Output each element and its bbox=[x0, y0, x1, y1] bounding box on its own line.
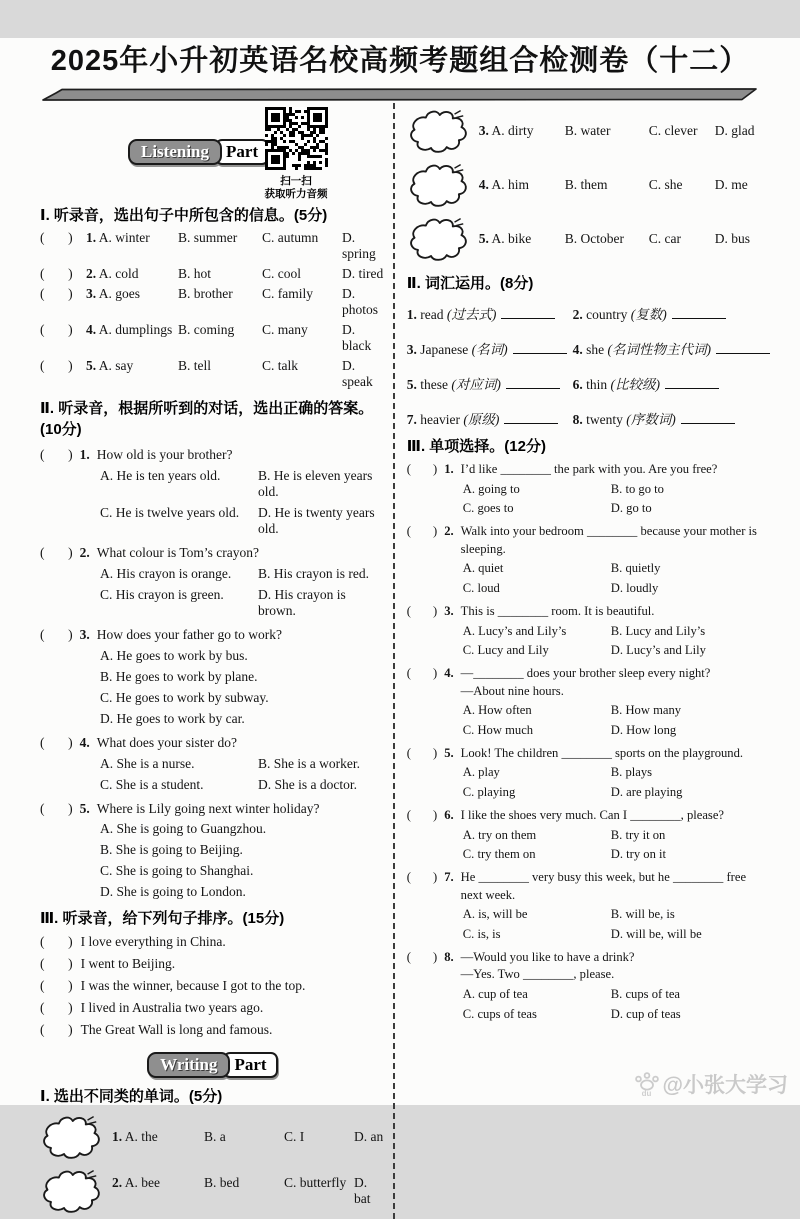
question-text: What colour is Tom’s crayon? bbox=[96, 544, 260, 560]
option: B. a bbox=[204, 1129, 226, 1145]
answer-bracket: ( ) bbox=[40, 978, 73, 994]
option-a: A. bee bbox=[124, 1175, 160, 1191]
listening-part-header bbox=[40, 111, 385, 201]
option: B. summer bbox=[178, 230, 238, 245]
option: C. cups of teas bbox=[462, 1006, 537, 1021]
listening-part-badge bbox=[128, 139, 269, 165]
vocab-word: thin bbox=[586, 377, 608, 392]
item-number: 6. bbox=[572, 377, 583, 392]
watermark-sub: du bbox=[641, 1088, 652, 1098]
option: B. He goes to work by plane. bbox=[100, 668, 258, 684]
question-number: 4. bbox=[86, 322, 97, 337]
qr-caption-1: 扫一扫 bbox=[280, 175, 312, 187]
badge-writing-label: Writing bbox=[147, 1052, 230, 1078]
option: D. speak bbox=[342, 358, 373, 389]
question-text: Where is Lily going next winter holiday? bbox=[96, 800, 320, 816]
question-number: 1. bbox=[112, 1129, 123, 1145]
option: C. is, is bbox=[462, 926, 501, 941]
question-text: Walk into your bedroom ________ because your mother is sleeping. bbox=[460, 524, 757, 556]
option bbox=[86, 358, 178, 374]
option-a: A. dumplings bbox=[98, 322, 173, 337]
options-list bbox=[463, 987, 770, 1022]
option: A. play bbox=[462, 765, 500, 780]
choice-question bbox=[407, 461, 770, 516]
question-number: 1. bbox=[444, 462, 454, 476]
listening-s2-question bbox=[40, 734, 385, 793]
option: B. water bbox=[564, 123, 611, 138]
option: D. spring bbox=[342, 230, 376, 261]
option: C. many bbox=[262, 322, 308, 337]
options-list bbox=[463, 624, 770, 659]
vocab-word: twenty bbox=[586, 412, 623, 427]
vocab-item bbox=[407, 303, 567, 323]
vocab-hint: (过去式) bbox=[446, 307, 497, 322]
left-column bbox=[40, 103, 393, 1219]
listening-s1-item bbox=[40, 322, 385, 354]
option bbox=[479, 231, 565, 247]
option: B. tell bbox=[178, 358, 211, 373]
option: C. How much bbox=[462, 722, 534, 737]
item-number: 3. bbox=[406, 342, 417, 357]
option: C. cool bbox=[262, 266, 301, 281]
option: D. Lucy’s and Lily bbox=[610, 643, 706, 657]
writing-s1-item bbox=[407, 159, 770, 211]
option: D. glad bbox=[714, 123, 755, 138]
question-number: 5. bbox=[444, 745, 454, 760]
option bbox=[86, 230, 178, 246]
answer-bracket: ( ) bbox=[406, 666, 438, 680]
question-number: 1. bbox=[86, 230, 97, 245]
option bbox=[112, 1129, 204, 1145]
answer-bracket: ( ) bbox=[40, 322, 73, 337]
question-text: —________ does your brother sleep every night? bbox=[460, 666, 711, 680]
options-list bbox=[100, 468, 385, 537]
option: B. hot bbox=[178, 266, 212, 281]
vocab-word: these bbox=[420, 377, 449, 392]
option: C. She is a student. bbox=[100, 776, 204, 792]
sentence-text: I love everything in China. bbox=[80, 934, 226, 950]
listening-s3-item bbox=[40, 934, 385, 950]
option: D. He is twenty years old. bbox=[258, 504, 375, 536]
option bbox=[86, 266, 178, 282]
option: C. loud bbox=[462, 580, 500, 595]
question-number: 3. bbox=[444, 603, 454, 618]
option: A. quiet bbox=[462, 561, 504, 576]
option: B. Lucy and Lily’s bbox=[610, 623, 706, 638]
answer-bracket: ( ) bbox=[406, 807, 438, 822]
option: D. bus bbox=[714, 231, 751, 246]
option: B. them bbox=[564, 177, 608, 192]
option: C. playing bbox=[462, 784, 516, 799]
cloud-icon bbox=[40, 1114, 102, 1161]
question-text: How does your father go to work? bbox=[96, 626, 282, 642]
cloud-icon bbox=[40, 1168, 102, 1215]
question-number: 4. bbox=[444, 666, 454, 680]
item-number: 4. bbox=[572, 342, 583, 357]
option: C. I bbox=[284, 1129, 305, 1145]
option: B. quietly bbox=[610, 561, 661, 576]
options-list bbox=[463, 828, 770, 863]
answer-bracket: ( ) bbox=[40, 934, 73, 950]
option-a: A. cold bbox=[98, 266, 139, 281]
listening-section3-items bbox=[40, 934, 385, 1038]
option: C. His crayon is green. bbox=[100, 586, 224, 602]
listening-section2-items bbox=[40, 446, 385, 900]
option: C. she bbox=[648, 177, 683, 192]
question-number: 5. bbox=[86, 358, 97, 373]
answer-blank bbox=[506, 377, 560, 389]
answer-bracket: ( ) bbox=[406, 462, 438, 476]
option: A. How often bbox=[462, 703, 532, 718]
question-text: I like the shoes very much. Can I ________, please? bbox=[460, 807, 725, 822]
option: C. try them on bbox=[462, 847, 536, 861]
vocab-word: she bbox=[586, 342, 605, 357]
watermark bbox=[634, 1069, 788, 1099]
answer-blank bbox=[665, 377, 719, 389]
question-number: 3. bbox=[79, 626, 90, 642]
qr-code-icon bbox=[265, 107, 328, 170]
choice-question bbox=[407, 603, 770, 658]
writing-s1-item bbox=[40, 1165, 385, 1217]
writing-s1-item bbox=[407, 105, 770, 157]
answer-bracket: ( ) bbox=[40, 734, 73, 750]
option: B. cups of tea bbox=[610, 987, 681, 1001]
option: C. car bbox=[648, 231, 681, 246]
question-number: 2. bbox=[86, 266, 97, 281]
listening-s2-question bbox=[40, 544, 385, 619]
multiple-choice-items bbox=[407, 461, 770, 1022]
option: D. His crayon is brown. bbox=[258, 586, 346, 618]
option: B. She is a worker. bbox=[258, 755, 360, 771]
vocab-hint: (对应词) bbox=[451, 377, 501, 392]
vocab-item bbox=[407, 338, 567, 358]
option: D. loudly bbox=[610, 580, 659, 595]
listening-s3-item bbox=[40, 1022, 385, 1038]
badge-part-label: Part bbox=[215, 139, 269, 165]
question-number: 3. bbox=[86, 286, 97, 301]
answer-blank bbox=[672, 307, 726, 319]
choice-question bbox=[407, 869, 770, 942]
answer-bracket: ( ) bbox=[40, 956, 73, 972]
answer-bracket: ( ) bbox=[40, 800, 73, 816]
writing-part-header bbox=[40, 1052, 385, 1078]
cloud-icon bbox=[407, 108, 469, 155]
option: C. goes to bbox=[462, 501, 514, 516]
option: A. She is going to Guangzhou. bbox=[100, 821, 267, 837]
option-a: A. bike bbox=[491, 231, 532, 246]
writing-section1-items-right bbox=[407, 105, 770, 265]
vocab-item bbox=[407, 408, 567, 428]
writing-section3-heading: Ⅲ. 单项选择。(12分) bbox=[406, 438, 546, 455]
question-number: 4. bbox=[478, 177, 489, 192]
item-number: 5. bbox=[406, 377, 417, 392]
answer-bracket: ( ) bbox=[406, 603, 438, 618]
cloud-icon bbox=[407, 216, 469, 263]
option: D. She is going to London. bbox=[100, 884, 246, 900]
listening-s1-item bbox=[40, 286, 385, 318]
options-list bbox=[100, 648, 385, 727]
listening-s2-question bbox=[40, 626, 385, 727]
vocab-hint: (比较级) bbox=[610, 377, 661, 392]
watermark-text: @小张大学习 bbox=[662, 1074, 788, 1097]
question-text: I’d like ________ the park with you. Are you free? bbox=[460, 462, 718, 476]
option bbox=[86, 322, 178, 338]
option: D. an bbox=[354, 1129, 384, 1145]
option: D. me bbox=[714, 177, 748, 192]
option: A. cup of tea bbox=[462, 987, 528, 1001]
vocab-item bbox=[573, 408, 770, 428]
option bbox=[112, 1175, 204, 1191]
answer-bracket: ( ) bbox=[40, 266, 73, 281]
option-a: A. dirty bbox=[491, 123, 534, 138]
choice-question bbox=[407, 745, 770, 800]
answer-blank bbox=[501, 307, 555, 319]
option: B. He is eleven years old. bbox=[258, 467, 373, 499]
qr-caption-2: 获取听力音频 bbox=[264, 188, 328, 201]
answer-bracket: ( ) bbox=[40, 1022, 73, 1038]
question-number: 4. bbox=[79, 734, 90, 750]
vocab-hint: (名词性物主代词) bbox=[607, 342, 711, 357]
option: B. His crayon is red. bbox=[258, 565, 369, 581]
options-list bbox=[463, 765, 770, 800]
vocab-hint: (名词) bbox=[471, 342, 508, 357]
choice-question bbox=[407, 949, 770, 1022]
listening-s2-question bbox=[40, 800, 385, 901]
question-number: 1. bbox=[79, 447, 90, 462]
listening-s2-question bbox=[40, 446, 385, 537]
listening-section2-heading: Ⅱ. 听录音，根据所听到的对话，选出正确的答案。(10分) bbox=[40, 400, 374, 438]
listening-section1-items bbox=[40, 230, 385, 390]
answer-bracket: ( ) bbox=[406, 949, 438, 964]
option: A. His crayon is orange. bbox=[100, 565, 232, 581]
option: D. will be, will be bbox=[610, 926, 702, 941]
answer-bracket: ( ) bbox=[40, 358, 73, 373]
listening-s3-item bbox=[40, 1000, 385, 1016]
option: D. try on it bbox=[610, 847, 667, 861]
question-text: What does your sister do? bbox=[96, 734, 237, 750]
answer-bracket: ( ) bbox=[406, 524, 438, 539]
option: C. family bbox=[262, 286, 313, 301]
option: C. He is twelve years old. bbox=[100, 504, 240, 520]
listening-s1-item bbox=[40, 358, 385, 390]
question-text-line2: —Yes. Two ________, please. bbox=[460, 967, 615, 982]
vocab-item bbox=[573, 373, 770, 393]
writing-s1-item bbox=[407, 213, 770, 265]
option: C. She is going to Shanghai. bbox=[100, 863, 254, 879]
item-number: 8. bbox=[572, 412, 583, 427]
listening-s3-item bbox=[40, 978, 385, 994]
option: B. brother bbox=[178, 286, 233, 301]
options-list bbox=[100, 756, 385, 793]
question-number: 3. bbox=[478, 123, 489, 138]
answer-blank bbox=[681, 412, 735, 424]
option: B. try it on bbox=[610, 827, 666, 842]
answer-blank bbox=[513, 342, 567, 354]
vocab-hint: (复数) bbox=[630, 307, 667, 322]
option: C. butterfly bbox=[284, 1175, 347, 1191]
option-a: A. the bbox=[124, 1129, 158, 1145]
option bbox=[86, 286, 178, 302]
choice-question bbox=[407, 807, 770, 862]
sentence-text: I was the winner, because I got to the top. bbox=[80, 978, 306, 994]
option: D. How long bbox=[610, 722, 677, 737]
question-text: This is ________ room. It is beautiful. bbox=[460, 603, 655, 618]
question-text: He ________ very busy this week, but he ________ free next week. bbox=[460, 870, 747, 902]
question-text-line2: —About nine hours. bbox=[460, 683, 564, 698]
right-column bbox=[393, 103, 770, 1219]
writing-section2-heading: Ⅱ. 词汇运用。(8分) bbox=[406, 275, 534, 292]
vocabulary-items bbox=[407, 303, 770, 428]
vocab-word: heavier bbox=[420, 412, 460, 427]
options-list bbox=[100, 566, 385, 619]
option bbox=[479, 177, 565, 193]
options-list bbox=[100, 821, 385, 900]
choice-question bbox=[407, 665, 770, 738]
vocab-item bbox=[573, 303, 770, 323]
answer-blank bbox=[716, 342, 770, 354]
option: D. are playing bbox=[610, 784, 683, 799]
option: D. black bbox=[342, 322, 372, 353]
options-list bbox=[463, 561, 770, 596]
option: C. autumn bbox=[262, 230, 319, 245]
question-number: 2. bbox=[444, 524, 454, 539]
question-number: 5. bbox=[79, 800, 90, 816]
option: B. October bbox=[564, 231, 624, 246]
option: A. Lucy’s and Lily’s bbox=[462, 623, 567, 638]
question-text: Look! The children ________ sports on the playground. bbox=[460, 745, 744, 760]
cloud-icon bbox=[407, 162, 469, 209]
answer-bracket: ( ) bbox=[40, 1000, 73, 1016]
listening-section1-heading: Ⅰ. 听录音，选出句子中所包含的信息。(5分) bbox=[40, 207, 328, 224]
vocab-item bbox=[573, 338, 770, 358]
answer-blank bbox=[504, 412, 558, 424]
listening-s3-item bbox=[40, 956, 385, 972]
option: A. is, will be bbox=[462, 907, 528, 922]
option: A. going to bbox=[462, 481, 520, 496]
option: B. She is going to Beijing. bbox=[100, 842, 243, 858]
options-list bbox=[463, 907, 770, 942]
sentence-text: I lived in Australia two years ago. bbox=[80, 1000, 264, 1016]
vocab-word: country bbox=[586, 307, 628, 322]
option: B. plays bbox=[610, 765, 653, 780]
writing-section1-items-left bbox=[40, 1111, 385, 1217]
writing-s1-item bbox=[40, 1111, 385, 1163]
sentence-text: The Great Wall is long and famous. bbox=[80, 1022, 273, 1038]
option: B. will be, is bbox=[610, 907, 675, 922]
option: D. bat bbox=[354, 1175, 371, 1207]
option: C. talk bbox=[262, 358, 298, 373]
badge-listening-label: Listening bbox=[128, 139, 222, 165]
question-text: How old is your brother? bbox=[96, 447, 233, 462]
question-number: 6. bbox=[444, 807, 454, 822]
question-number: 5. bbox=[478, 231, 489, 246]
choice-question bbox=[407, 523, 770, 596]
option: A. He is ten years old. bbox=[100, 467, 221, 483]
question-number: 8. bbox=[444, 949, 454, 964]
listening-audio-qr bbox=[254, 107, 338, 201]
question-number: 7. bbox=[444, 870, 454, 884]
option: D. go to bbox=[610, 501, 652, 516]
options-list bbox=[463, 482, 770, 517]
question-number: 2. bbox=[79, 544, 90, 560]
vocab-hint: (原级) bbox=[463, 412, 500, 427]
vocab-item bbox=[407, 373, 567, 393]
options-list bbox=[463, 703, 770, 738]
writing-part-badge bbox=[147, 1052, 277, 1078]
answer-bracket: ( ) bbox=[40, 626, 73, 642]
listening-section3-heading: Ⅲ. 听录音，给下列句子排序。(15分) bbox=[40, 910, 285, 928]
answer-bracket: ( ) bbox=[406, 745, 438, 760]
item-number: 7. bbox=[406, 412, 417, 427]
exam-page bbox=[0, 38, 800, 1207]
option: C. Lucy and Lily bbox=[462, 643, 549, 657]
option: D. tired bbox=[342, 266, 384, 281]
option-a: A. say bbox=[98, 358, 134, 373]
paw-icon bbox=[634, 1071, 660, 1098]
option: B. to go to bbox=[610, 481, 664, 496]
writing-section1-heading: Ⅰ. 选出不同类的单词。(5分) bbox=[40, 1088, 223, 1106]
vocab-word: Japanese bbox=[420, 342, 469, 357]
question-number: 2. bbox=[112, 1175, 123, 1191]
item-number: 2. bbox=[572, 307, 583, 322]
option: C. clever bbox=[648, 123, 698, 138]
vocab-word: read bbox=[420, 307, 444, 322]
option: A. She is a nurse. bbox=[100, 755, 195, 771]
badge-part-label: Part bbox=[223, 1052, 277, 1078]
option: D. He goes to work by car. bbox=[100, 710, 245, 726]
vocab-hint: (序数词) bbox=[626, 412, 676, 427]
two-column-layout bbox=[0, 101, 800, 1219]
title-divider bbox=[0, 88, 800, 101]
question-text: —Would you like to have a drink? bbox=[460, 949, 635, 964]
option: D. cup of teas bbox=[610, 1006, 681, 1021]
item-number: 1. bbox=[406, 307, 417, 322]
option: A. He goes to work by bus. bbox=[100, 647, 248, 663]
answer-bracket: ( ) bbox=[40, 544, 73, 560]
answer-bracket: ( ) bbox=[40, 447, 73, 462]
sentence-text: I went to Beijing. bbox=[80, 956, 176, 972]
option: B. bed bbox=[204, 1175, 240, 1191]
listening-s1-item bbox=[40, 266, 385, 282]
option: B. How many bbox=[610, 703, 682, 718]
listening-s1-item bbox=[40, 230, 385, 262]
option-a: A. winter bbox=[98, 230, 150, 245]
answer-bracket: ( ) bbox=[40, 286, 73, 301]
option-a: A. goes bbox=[98, 286, 141, 301]
option: D. photos bbox=[342, 286, 379, 317]
option: B. coming bbox=[178, 322, 235, 337]
option: D. She is a doctor. bbox=[258, 776, 357, 792]
option-a: A. him bbox=[491, 177, 530, 192]
option: A. try on them bbox=[462, 827, 537, 842]
option bbox=[479, 123, 565, 139]
answer-bracket: ( ) bbox=[406, 870, 438, 884]
page-title: 2025年小升初英语名校高频考题组合检测卷（十二） bbox=[50, 45, 750, 77]
option: C. He goes to work by subway. bbox=[100, 689, 269, 705]
answer-bracket: ( ) bbox=[40, 230, 73, 245]
